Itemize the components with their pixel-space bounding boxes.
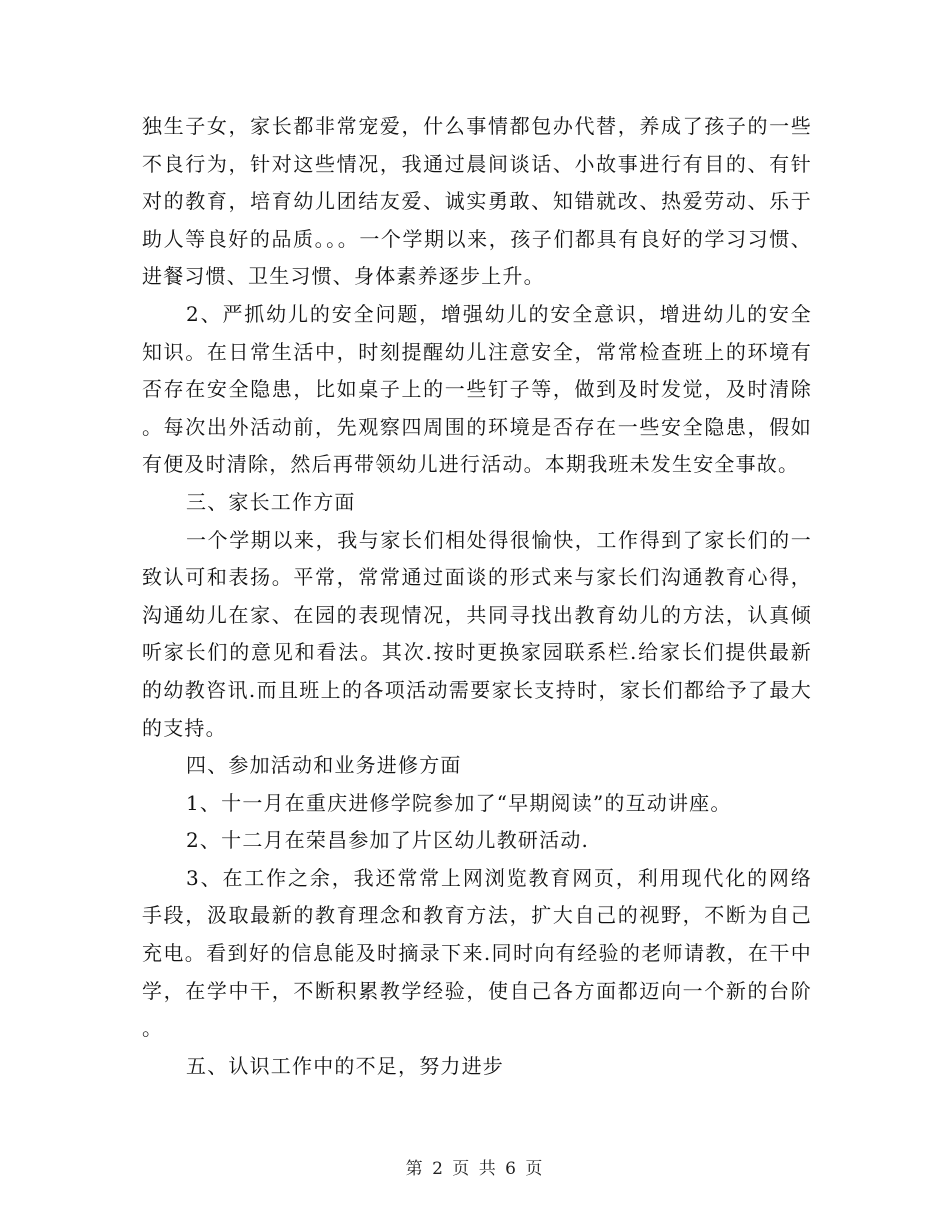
- section-heading-shortcomings: 五、认识工作中的不足，努力进步: [186, 1053, 504, 1078]
- section-heading-parent-work: 三、家长工作方面: [186, 489, 356, 514]
- list-item-december: 2、十二月在荣昌参加了片区幼儿教研活动.: [186, 828, 590, 853]
- list-item-november: 1、十一月在重庆进修学院参加了“早期阅读”的互动讲座。: [186, 790, 732, 815]
- paragraph-only-child-education: 独生子女，家长都非常宠爱，什么事情都包办代替，养成了孩子的一些不良行为，针对这些情况，我通过晨间谈话、小故事进行有目的、有针对的教育，培育幼儿团结友爱、诚实勇敢、知错就改、热爱劳动、乐于助人等良好的品质。。。一个学期以来，孩子们都具有良好的学习习惯、进餐习惯、卫生习惯、身体素养逐步上升。: [142, 114, 812, 289]
- paragraph-parent-work: 一个学期以来，我与家长们相处得很愉快，工作得到了家长们的一致认可和表扬。平常，常常通过面谈的形式来与家长们沟通教育心得，沟通幼儿在家、在园的表现情况，共同寻找出教育幼儿的方法，认真倾听家长们的意见和看法。其次.按时更换家园联系栏.给家长们提供最新的幼教咨讯.而且班上的各项活动需要家长支持时，家长们都给予了最大的支持。: [142, 527, 812, 740]
- list-item-self-study: 3、在工作之余，我还常常上网浏览教育网页，利用现代化的网络手段，汲取最新的教育理念和教育方法，扩大自己的视野，不断为自己充电。看到好的信息能及时摘录下来.同时向有经验的老师请教，在干中学，在学中干，不断积累教学经验，使自己各方面都迈向一个新的台阶。: [142, 865, 812, 1041]
- document-body: [142, 108, 812, 1085]
- page-number-footer: 第 2 页 共 6 页: [405, 1159, 545, 1179]
- section-heading-activities-training: 四、参加活动和业务进修方面: [186, 753, 462, 778]
- paragraph-safety: 2、严抓幼儿的安全问题，增强幼儿的安全意识，增进幼儿的安全知识。在日常生活中，时刻提醒幼儿注意安全，常常检查班上的环境有否存在安全隐患，比如桌子上的一些钉子等，做到及时发觉，及时清除。每次出外活动前，先观察四周围的环境是否存在一些安全隐患，假如有便及时清除，然后再带领幼儿进行活动。本期我班未发生安全事故。: [142, 301, 812, 477]
